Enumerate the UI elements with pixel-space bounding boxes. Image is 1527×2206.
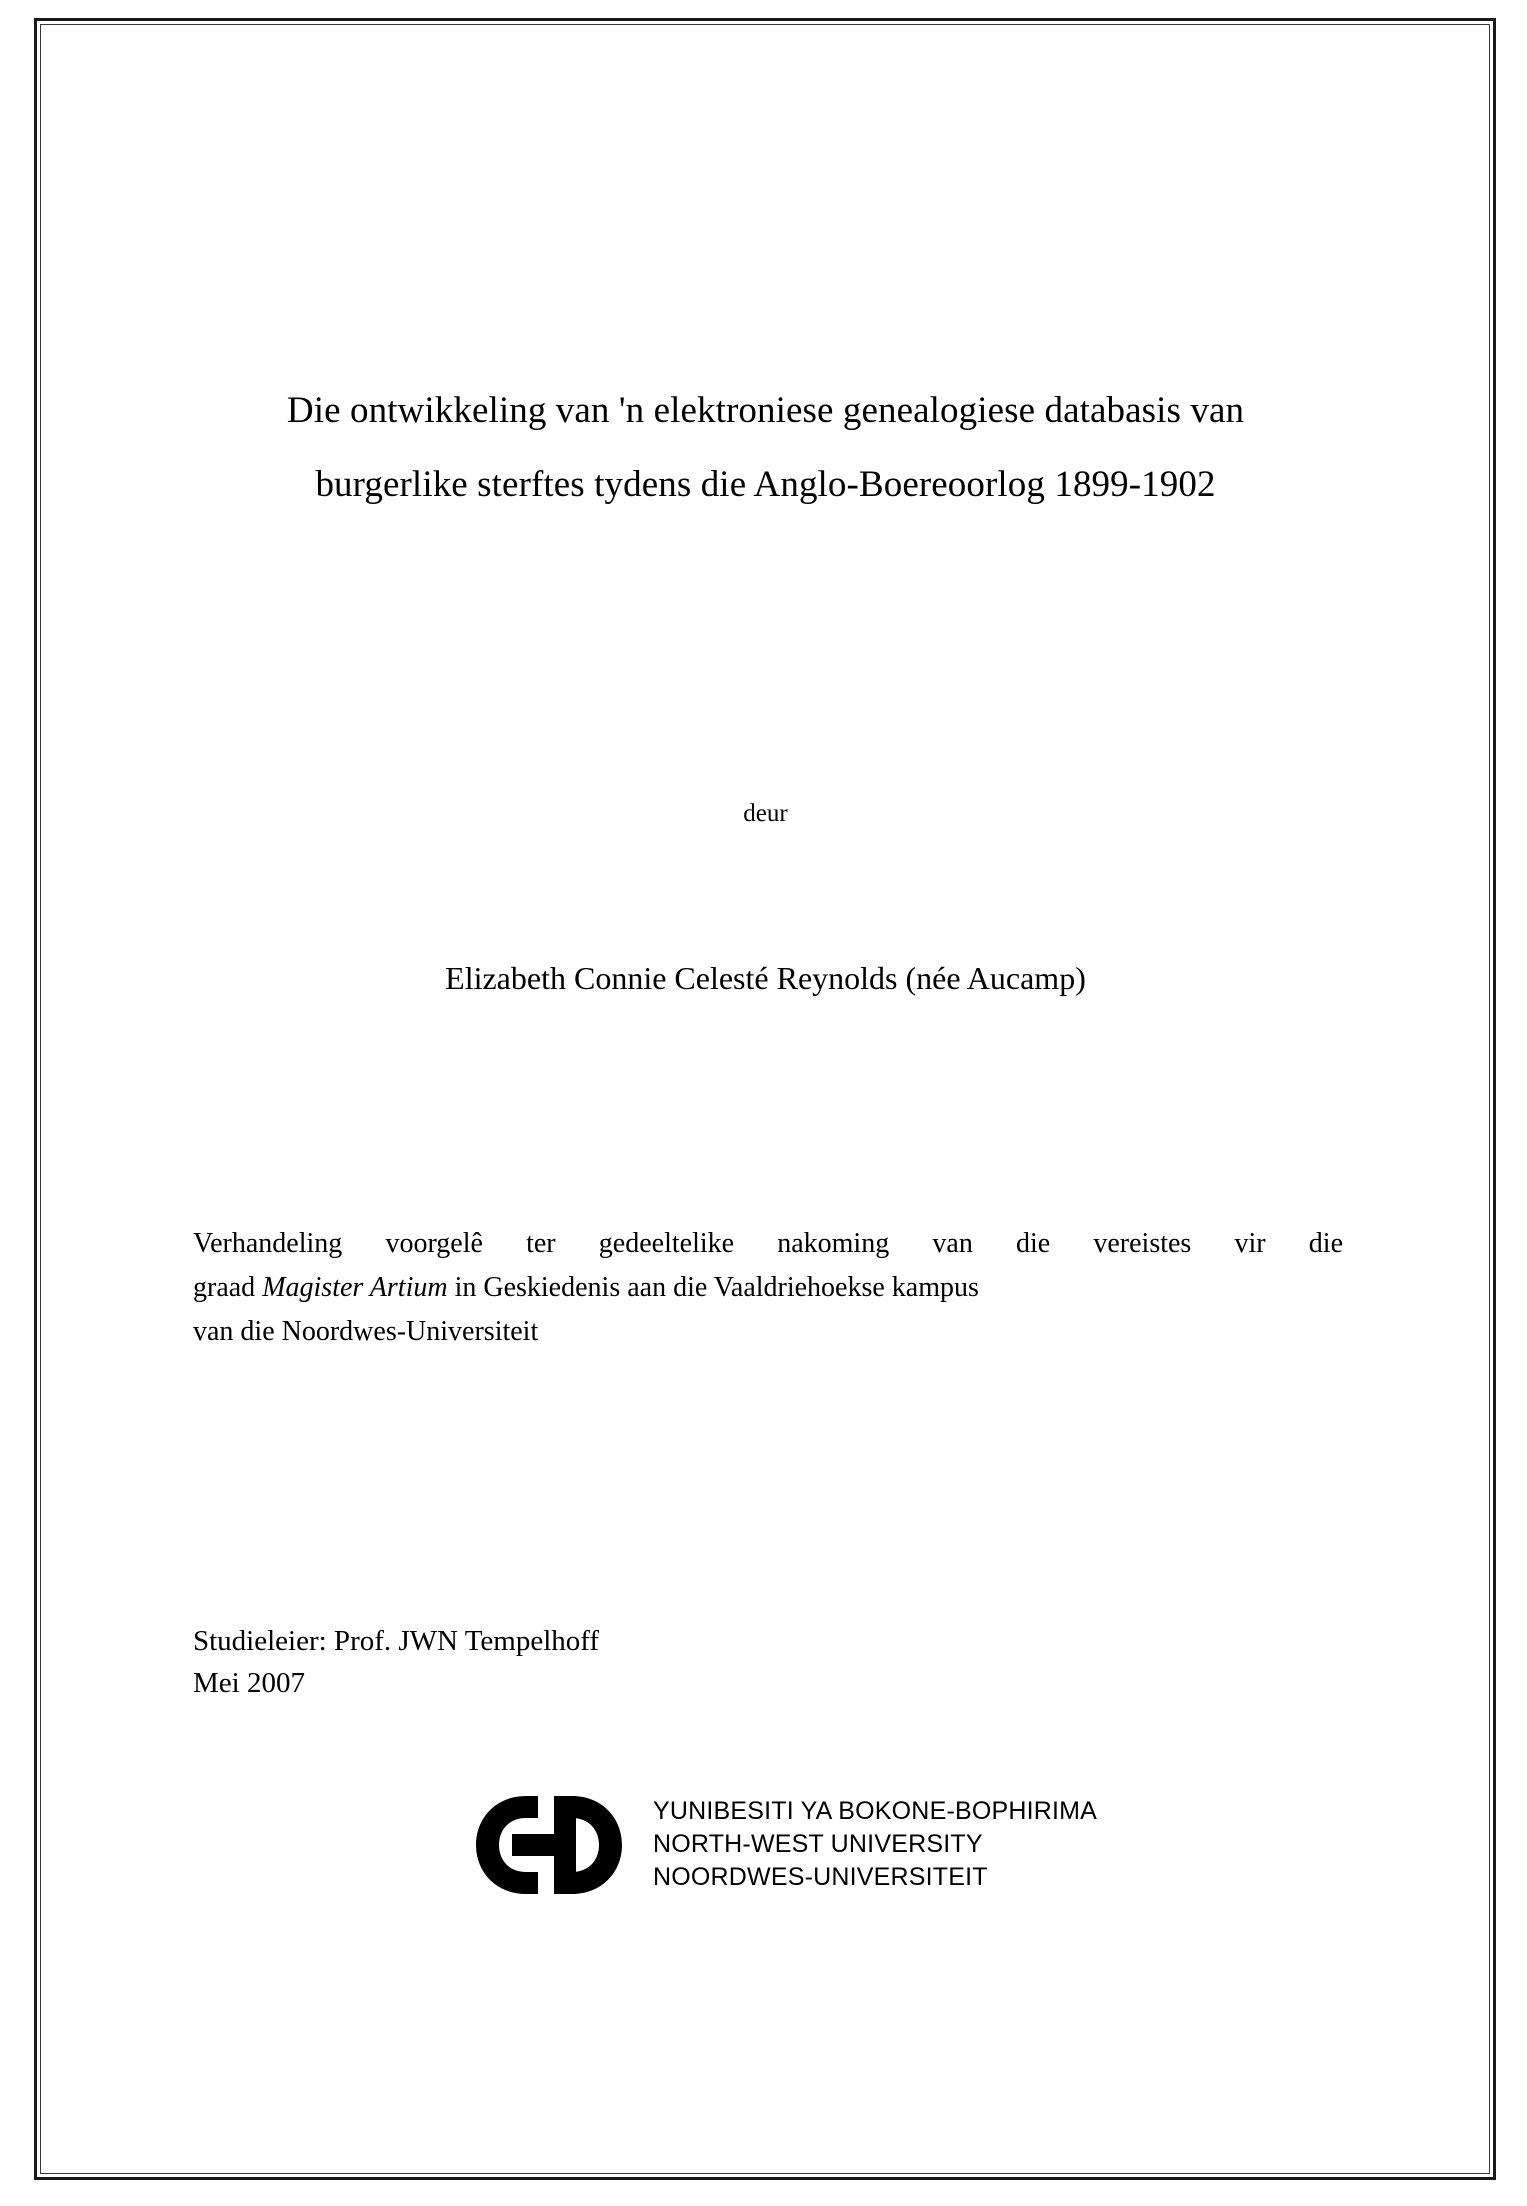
title-line-1: Die ontwikkeling van 'n elektroniese genealogiese databasis van <box>286 390 1245 431</box>
supervisor-block <box>193 1620 1093 1704</box>
degree-statement <box>193 1222 1343 1354</box>
page-content <box>188 0 1343 2206</box>
nwu-logo-icon <box>468 1790 633 1900</box>
author-name: Elizabeth Connie Celesté Reynolds (née Aucamp) <box>445 960 1086 996</box>
degree-statement-line-2 <box>193 1266 1343 1310</box>
logo-text-line-2: NORTH-WEST UNIVERSITY <box>653 1830 983 1858</box>
degree-name: Magister Artium <box>262 1272 448 1303</box>
logo-text-line-3: NOORDWES-UNIVERSITEIT <box>653 1863 988 1891</box>
degree-statement-line-1: Verhandeling voorgelê ter gedeeltelike nakoming van die vereistes vir die <box>193 1228 1343 1259</box>
degree-statement-line-3: van die Noordwes-Universiteit <box>193 1316 539 1347</box>
degree-statement-line-2-prefix: graad <box>193 1272 263 1303</box>
by-label: deur <box>743 800 788 827</box>
date-line: Mei 2007 <box>193 1667 305 1699</box>
degree-statement-line-2-suffix: in Geskiedenis aan die Vaaldriehoekse kampus <box>447 1272 979 1303</box>
page-title <box>188 374 1343 522</box>
university-logo <box>468 1790 1168 1910</box>
supervisor-line: Studieleier: Prof. JWN Tempelhoff <box>193 1625 600 1657</box>
title-line-2: burgerlike sterftes tydens die Anglo-Boereoorlog 1899-1902 <box>315 464 1216 505</box>
university-logo-text <box>653 1795 1097 1894</box>
logo-text-line-1: YUNIBESITI YA BOKONE-BOPHIRIMA <box>653 1797 1098 1825</box>
